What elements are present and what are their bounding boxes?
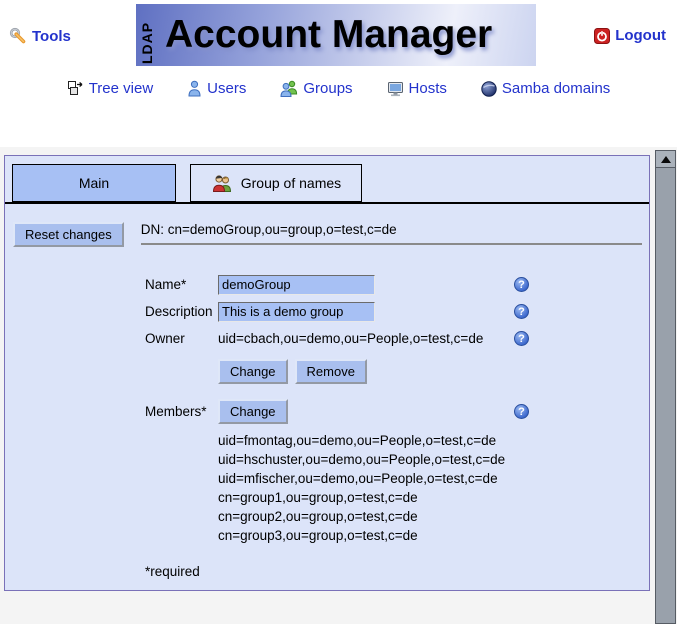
dn-text: DN: cn=demoGroup,ou=group,o=test,c=de [140, 222, 397, 237]
member-item: uid=fmontag,ou=demo,ou=People,o=test,c=de [218, 433, 497, 448]
member-item: cn=group3,ou=group,o=test,c=de [218, 528, 418, 543]
member-list [218, 431, 649, 545]
members-row [145, 398, 649, 425]
tab-strip [5, 156, 649, 204]
help-icon[interactable]: ? [514, 331, 529, 346]
members-label: Members* [145, 404, 207, 419]
logout-link[interactable] [594, 27, 666, 44]
arrow-up-icon [661, 156, 671, 163]
nav-groups[interactable] [280, 80, 352, 97]
tools-link[interactable] [9, 27, 71, 45]
main-nav [0, 80, 677, 97]
scrollbar[interactable] [655, 150, 676, 624]
tab-gon-label: Group of names [240, 175, 342, 191]
groups-icon [280, 80, 298, 97]
logo-ldap-text: LDAP [139, 21, 155, 64]
owner-row [145, 325, 649, 352]
owner-remove-button[interactable]: Remove [295, 359, 367, 384]
name-row [145, 271, 649, 298]
nav-tree-view[interactable] [67, 80, 153, 97]
scroll-up-button[interactable] [656, 151, 675, 168]
name-label: Name* [145, 277, 187, 292]
help-icon[interactable]: ? [514, 277, 529, 292]
member-item: cn=group2,ou=group,o=test,c=de [218, 509, 418, 524]
required-note: *required [145, 564, 200, 579]
description-input[interactable] [218, 302, 375, 322]
nav-samba-domains[interactable] [481, 80, 610, 97]
member-item: cn=group1,ou=group,o=test,c=de [218, 490, 418, 505]
name-input[interactable] [218, 275, 375, 295]
account-panel [4, 155, 650, 591]
description-row [145, 298, 649, 325]
nav-label: Samba domains [501, 80, 611, 97]
group-form [145, 271, 649, 579]
owner-change-button[interactable]: Change [218, 359, 288, 384]
content-frame [0, 147, 677, 624]
globe-icon [481, 81, 497, 97]
app-logo [136, 4, 536, 66]
nav-users[interactable] [187, 80, 246, 97]
tools-label: Tools [32, 27, 71, 45]
owner-value: uid=cbach,ou=demo,ou=People,o=test,c=de [218, 331, 484, 346]
help-icon[interactable]: ? [514, 304, 529, 319]
logout-icon [594, 28, 610, 44]
logout-label: Logout [615, 27, 666, 44]
nav-label: Groups [303, 80, 353, 97]
host-icon [387, 81, 404, 97]
tab-group-of-names[interactable] [190, 164, 362, 202]
member-item: uid=mfischer,ou=demo,ou=People,o=test,c=de [218, 471, 498, 486]
dn-block [141, 222, 642, 245]
help-icon[interactable]: ? [514, 404, 529, 419]
tab-main[interactable] [12, 164, 176, 202]
nav-label: Tree view [88, 80, 154, 97]
members-change-button[interactable]: Change [218, 399, 288, 424]
nav-label: Hosts [408, 80, 447, 97]
member-item: uid=hschuster,ou=demo,ou=People,o=test,c=de [218, 452, 506, 467]
nav-hosts[interactable] [387, 80, 447, 97]
tab-main-label: Main [78, 175, 110, 191]
user-icon [187, 80, 202, 97]
nav-label: Users [207, 80, 247, 97]
tree-view-icon [67, 80, 84, 97]
owner-label: Owner [145, 331, 185, 346]
app-title: Account Manager [165, 13, 493, 56]
wrench-icon [9, 27, 27, 45]
description-label: Description [145, 304, 213, 319]
reset-changes-button[interactable]: Reset changes [13, 222, 124, 247]
group-of-names-icon [212, 174, 233, 193]
dn-row [5, 222, 649, 247]
owner-buttons-row [145, 356, 649, 386]
